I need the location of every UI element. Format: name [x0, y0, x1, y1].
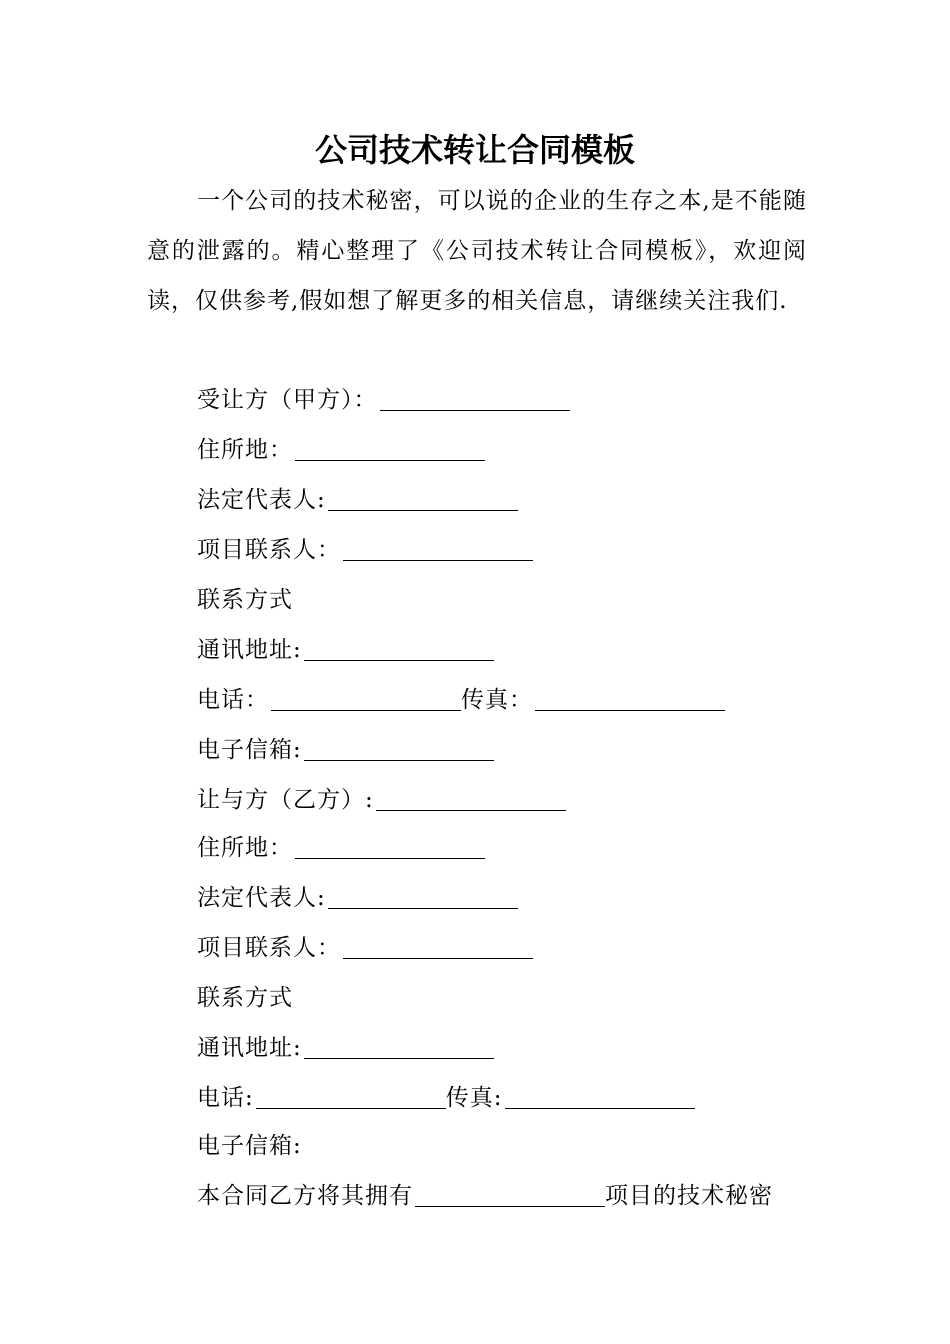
party-a-contact-method: 联系方式	[197, 587, 293, 613]
clause-line	[197, 1176, 773, 1216]
party-a-mailing-address-label: 通讯地址:	[197, 637, 302, 663]
party-b-address-line	[197, 828, 485, 868]
party-a-legal-rep-blank	[328, 486, 518, 511]
party-a-legal-rep-label: 法定代表人:	[197, 487, 326, 513]
party-a-phone-label: 电话：	[197, 687, 269, 713]
party-b-mailing-address-blank	[304, 1034, 494, 1059]
clause-start: 本合同乙方将其拥有	[197, 1183, 413, 1209]
party-a-fax-label: 传真：	[461, 687, 533, 713]
party-a-mailing-address-line	[197, 630, 494, 670]
party-b-fax-label: 传真:	[445, 1085, 503, 1111]
party-b-name-blank	[376, 786, 566, 811]
party-b-contact-method: 联系方式	[197, 985, 293, 1011]
party-b-project-contact-label: 项目联系人：	[197, 935, 341, 961]
party-b-mailing-address-line	[197, 1028, 494, 1068]
party-a-heading-line	[197, 380, 570, 420]
party-b-address-blank	[295, 834, 485, 859]
party-a-project-contact-label: 项目联系人：	[197, 537, 341, 563]
party-b-email-line	[197, 1126, 302, 1166]
party-a-legal-rep-line	[197, 480, 518, 520]
party-a-name-blank	[380, 386, 570, 411]
party-a-project-contact-blank	[343, 536, 533, 561]
party-b-mailing-address-label: 通讯地址:	[197, 1035, 302, 1061]
party-a-mailing-address-blank	[304, 636, 494, 661]
clause-end: 项目的技术秘密	[605, 1183, 773, 1209]
party-b-phone-label: 电话:	[197, 1085, 254, 1111]
party-a-address-label: 住所地：	[197, 437, 293, 463]
party-a-address-line	[197, 430, 485, 470]
party-b-legal-rep-blank	[328, 884, 518, 909]
party-b-project-contact-blank	[343, 934, 533, 959]
party-b-phone-blank	[256, 1084, 446, 1109]
party-a-heading: 受让方（甲方）：	[197, 387, 378, 413]
party-b-project-contact-line	[197, 928, 533, 968]
party-b-phone-fax-line	[197, 1078, 695, 1118]
clause-project-blank	[415, 1182, 605, 1207]
party-b-heading-line	[197, 780, 566, 820]
party-b-heading: 让与方（乙方）:	[197, 787, 374, 813]
party-b-email-label: 电子信箱:	[197, 1133, 302, 1159]
party-a-email-blank	[304, 736, 494, 761]
party-a-phone-fax-line	[197, 680, 725, 720]
party-a-fax-blank	[535, 686, 725, 711]
party-a-email-label: 电子信箱:	[197, 737, 302, 763]
party-b-fax-blank	[505, 1084, 695, 1109]
party-b-legal-rep-line	[197, 878, 518, 918]
party-b-address-label: 住所地：	[197, 835, 293, 861]
party-a-phone-blank	[271, 686, 461, 711]
party-a-address-blank	[295, 436, 485, 461]
intro-paragraph: 一个公司的技术秘密，可以说的企业的生存之本,是不能随意的泄露的。精心整理了《公司技术转让合同模板》，欢迎阅读，仅供参考,假如想了解更多的相关信息，请继续关注我们.	[147, 188, 807, 314]
party-a-project-contact-line	[197, 530, 533, 570]
party-b-legal-rep-label: 法定代表人:	[197, 885, 326, 911]
document-title: 公司技术转让合同模板	[314, 131, 635, 169]
party-a-email-line	[197, 730, 494, 770]
